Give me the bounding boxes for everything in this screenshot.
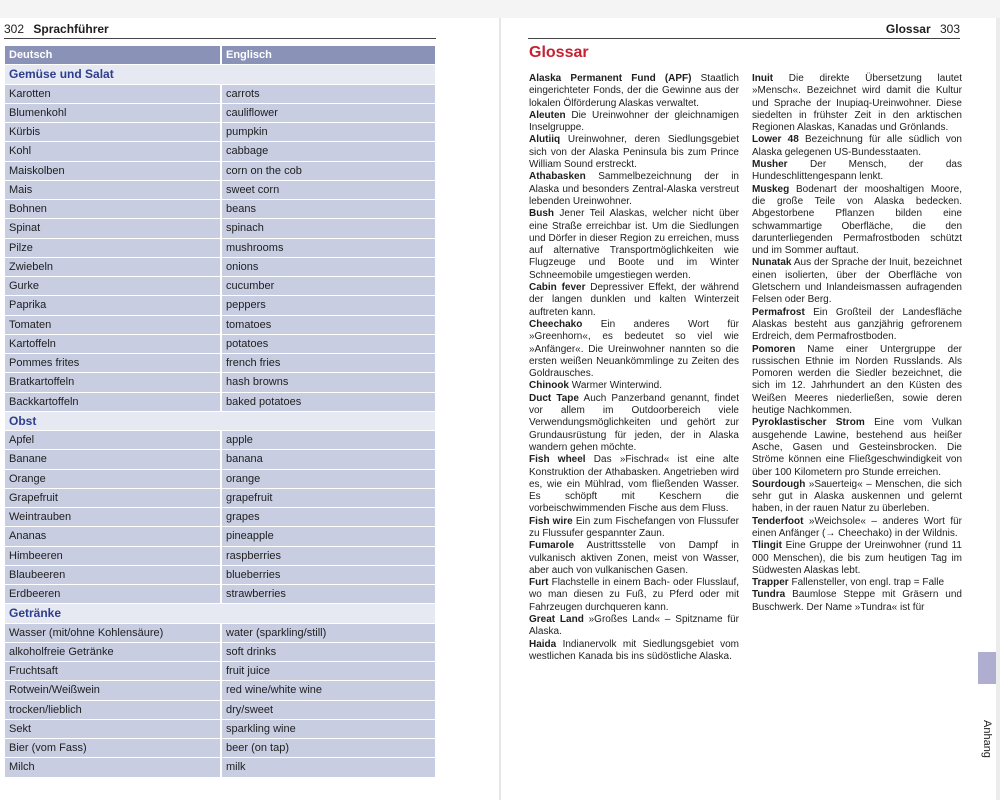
chapter-side-label (974, 720, 996, 780)
glossary-term: Haida (529, 638, 557, 650)
glossary-entry (752, 577, 962, 589)
glossary-term: Fumarole (529, 540, 575, 552)
column-header-deutsch: Deutsch (9, 49, 53, 61)
left-header-rule (4, 38, 436, 39)
table-row (5, 739, 435, 758)
glossary-term: Nunatak (752, 257, 792, 269)
german-term: Bratkartoffeln (9, 376, 75, 389)
english-term: onions (220, 258, 435, 276)
english-term: hash browns (220, 373, 435, 391)
german-term: Weintrauben (9, 511, 72, 523)
glossary-entry (529, 577, 739, 614)
glossary-definition: Bodenart der mooshaltigen Moore, die große Teile von Alaska bedecken. Abgestorbene Pflanzen bilden eine schwammartige Oberfläche, die den darunterliegenden Permafrostboden schützt und im Sommer auftaut. (752, 183, 962, 257)
glossary-definition: Flachstelle in einem Bach- oder Flusslauf, wo man diesen zu Fuß, zu Pferd oder mit Fahrzeugen durchqueren kann. (529, 577, 739, 613)
glossary-entry (529, 639, 739, 664)
english-term: baked potatoes (220, 393, 435, 411)
table-row (5, 239, 435, 258)
german-term: Rotwein/Weißwein (9, 684, 100, 697)
table-row (5, 393, 435, 412)
chapter-side-label-text: Anhang (981, 720, 993, 758)
glossary-definition: Die Ureinwohner der gleichnamigen Inselgruppe. (529, 109, 739, 134)
glossary-term: Tundra (752, 589, 786, 601)
english-term: carrots (220, 85, 435, 103)
german-term: Orange (9, 472, 46, 485)
english-term: soft drinks (220, 643, 435, 661)
table-row (5, 354, 435, 373)
german-term: Kohl (9, 145, 32, 158)
english-term: potatoes (220, 335, 435, 353)
glossary-entry (529, 540, 739, 577)
table-row (5, 508, 435, 527)
table-row (5, 85, 435, 104)
german-term: Backkartoffeln (9, 395, 79, 408)
left-page-header (4, 21, 436, 37)
glossary-term: Great Land (529, 614, 584, 626)
english-term: banana (220, 450, 435, 468)
table-row (5, 527, 435, 546)
glossary-term: Permafrost (752, 306, 805, 318)
table-row (5, 701, 435, 720)
english-term: water (sparkling/still) (220, 624, 435, 642)
english-term: peppers (220, 296, 435, 314)
german-term: Mais (9, 183, 33, 196)
german-term: Grapefruit (9, 491, 58, 504)
glossary-entry (752, 307, 962, 344)
left-running-title: Sprachführer (33, 22, 109, 36)
glossary-term: Fish wire (529, 515, 573, 527)
german-term: Fruchtsaft (9, 665, 58, 677)
glossary-column-2 (752, 73, 962, 614)
table-row (5, 181, 435, 200)
glossary-entry (529, 454, 739, 515)
glossary-entry (752, 344, 962, 418)
left-page-number: 302 (4, 22, 25, 36)
english-term: milk (220, 758, 435, 776)
english-term: red wine/white wine (220, 681, 435, 699)
glossary-term: Inuit (752, 73, 774, 84)
german-term: Ananas (9, 530, 47, 543)
section-heading-label: Obst (9, 413, 37, 428)
glossary-entry (529, 134, 739, 171)
english-term: blueberries (220, 566, 435, 584)
glossary-entry (752, 540, 962, 577)
glossary-term: Aleuten (529, 109, 566, 121)
german-term: Paprika (9, 299, 47, 312)
german-term: Sekt (9, 722, 32, 735)
glossary-definition: Ein zum Fischefangen von Flussufer zu Flussufer gespannter Zaun. (529, 515, 739, 539)
glossary-definition: Eine vom Vulkan ausgehende Lawine, bestehend aus heißer Asche, Gasen und Gesteinsbrocken. Die Ströme können eine Fließgeschwindigkeit von über 100 Kilometern pro Stunde erreichen. (752, 417, 962, 478)
table-row (5, 566, 435, 585)
glossary-definition: Jener Teil Alaskas, welcher nicht über eine Straße erreichbar ist. Um die Siedlungen und Dörfer in dieser Region zu erreichen, muss auf alternative Transportmöglichkeiten wie Flugzeuge und Boote und im Winter Schneemobile umgestiegen werden. (529, 208, 739, 281)
table-row (5, 643, 435, 662)
glossary-entry (529, 516, 739, 541)
table-row (5, 585, 435, 604)
english-term: strawberries (220, 585, 435, 603)
german-term: Tomaten (9, 318, 52, 331)
table-row (5, 277, 435, 296)
glossary-column-1 (529, 73, 739, 663)
glossary-entry (529, 110, 739, 135)
table-row (5, 200, 435, 219)
glossary-term: Sourdough (752, 478, 806, 490)
glossary-definition: Depressiver Effekt, der während der langen dunklen und kalten Winterzeit auftreten kann. (529, 282, 739, 318)
glossary-entry (752, 73, 962, 134)
english-term: raspberries (220, 547, 435, 565)
table-row (5, 450, 435, 469)
glossary-term: Pyroklastischer Strom (752, 417, 865, 429)
german-term: Pilze (9, 241, 33, 254)
glossary-term: Muskeg (752, 183, 790, 195)
glossary-term: Chinook (529, 380, 569, 392)
english-term: dry/sweet (220, 701, 435, 719)
german-term: Gurke (9, 280, 39, 292)
column-header-englisch: Englisch (220, 46, 435, 64)
german-term: Zwiebeln (9, 260, 54, 273)
table-row (5, 720, 435, 739)
table-row (5, 104, 435, 123)
english-term: beans (220, 200, 435, 218)
glossary-term: Pomoren (752, 343, 796, 355)
german-term: Pommes frites (9, 357, 80, 369)
glossary-term: Lower 48 (752, 134, 799, 146)
glossary-entry (529, 282, 739, 319)
german-term: Blaubeeren (9, 568, 66, 581)
table-row (5, 373, 435, 392)
glossary-definition: Das »Fischrad« ist eine alte Konstruktion der Athabasken. Angetrieben wird es, wie ein Mühlrad, vom fließenden Wasser. Es schöpft mit Keschern die vorbeischwimmenden Fische aus dem Fluss. (529, 454, 740, 515)
glossary-definition: Ein anderes Wort für »Greenhorn«, es bedeutet so viel wie »Anfänger«. Die Ureinwohner nannten so die ersten weißen Neuankömmlinge zu Zeiten des Goldrausches. (529, 318, 739, 380)
glossary-term: Alaska Permanent Fund (APF) (529, 73, 692, 84)
german-term: alkoholfreie Getränke (9, 645, 114, 658)
table-row (5, 624, 435, 643)
german-term: Blumenkohl (9, 106, 67, 119)
right-running-title: Glossar (885, 22, 931, 36)
glossary-definition: Eine Gruppe der Ureinwohner (rund 11 000 Menschen), die bis zum heutigen Tag im Südwesten Alaskas lebt. (752, 540, 962, 576)
table-row (5, 296, 435, 315)
table-row (5, 219, 435, 238)
table-row (5, 431, 435, 450)
section-heading (5, 604, 435, 623)
glossary-entry (529, 73, 739, 110)
glossary-heading: Glossar (529, 44, 589, 61)
section-heading (5, 412, 435, 431)
english-term: corn on the cob (220, 162, 435, 180)
english-term: sparkling wine (220, 720, 435, 738)
german-term: Spinat (9, 222, 41, 235)
english-term: pumpkin (220, 123, 435, 141)
glossary-definition: »Großes Land« – Spitzname für Alaska. (529, 614, 739, 638)
table-row (5, 470, 435, 489)
phrase-table (5, 46, 435, 778)
top-margin (0, 0, 1000, 18)
right-page-header (528, 21, 960, 37)
english-term: sweet corn (220, 181, 435, 199)
glossary-definition: Ein Großteil der Landesfläche Alaskas besteht aus ganzjährig gefrorenem Erdreich, dem Permafrostboden. (752, 306, 962, 343)
table-row (5, 162, 435, 181)
section-heading-label: Gemüse und Salat (9, 67, 114, 82)
glossary-definition: Ureinwohner, deren Siedlungsgebiet sich von der Alaska Peninsula bis zum Prince William Sound erstreckt. (529, 134, 739, 171)
english-term: french fries (220, 354, 435, 372)
glossary-entry (752, 589, 962, 614)
english-term: grapefruit (220, 489, 435, 507)
glossary-definition: »Sauerteig« – Menschen, die sich sehr gut in Alaska auskennen und gelernt haben, in der rauen Natur zu überleben. (752, 478, 962, 515)
table-row (5, 316, 435, 335)
glossary-entry (529, 319, 739, 380)
glossary-term: Trapper (752, 577, 789, 589)
table-row (5, 489, 435, 508)
glossary-definition: Aus der Sprache der Inuit, bezeichnet einen isolierten, über der Oberfläche von Gletschern und Inlandeismassen aufragenden Felsen oder Berg. (752, 257, 962, 306)
glossary-term: Fish wheel (529, 454, 586, 466)
german-term: Kürbis (9, 126, 41, 138)
table-row (5, 123, 435, 142)
section-heading (5, 65, 435, 84)
glossary-definition: Auch Panzerband genannt, findet vor allem im Outdoorbereich viele Verwendungsmöglichkeiten und gehört zur Grundausrüstung für jeden, der in Alaska wandern gehen möchte. (529, 392, 739, 453)
english-term: tomatoes (220, 316, 435, 334)
english-term: orange (220, 470, 435, 488)
table-row (5, 142, 435, 161)
english-term: spinach (220, 219, 435, 237)
glossary-definition: Warmer Winterwind. (569, 380, 662, 392)
glossary-definition: Die direkte Übersetzung lautet »Mensch«. Bezeichnet wird damit die Kultur und Sprache der Inupiaq-Ureinwohner. Diese siedelten in frühster Zeit in den arktischen Regionen Alaskas, Kanadas und Grönlands. (752, 73, 962, 134)
glossary-entry (529, 393, 739, 454)
german-term: Milch (9, 761, 35, 774)
english-term: cucumber (220, 277, 435, 295)
glossary-entry (529, 208, 739, 282)
glossary-definition: Fallensteller, von engl. trap = Falle (788, 577, 945, 589)
glossary-entry (752, 479, 962, 516)
german-term: Apfel (9, 434, 35, 446)
glossary-entry (529, 614, 739, 639)
german-term: Bier (vom Fass) (9, 742, 87, 754)
section-heading-label: Getränke (9, 606, 62, 621)
glossary-entry (752, 184, 962, 258)
english-term: mushrooms (220, 239, 435, 257)
glossary-definition: »Weichsole« – anderes Wort für einen Anfänger (→ Cheechako) in der Wildnis. (752, 515, 962, 539)
german-term: Erdbeeren (9, 588, 61, 600)
glossary-definition: Staatlich eingerichteter Fonds, der die Gewinne aus der lokalen Ölförderung Alaskas verwaltet. (529, 73, 739, 109)
german-term: Wasser (mit/ohne Kohlensäure) (9, 626, 164, 639)
german-term: trocken/lieblich (9, 703, 82, 716)
german-term: Himbeeren (9, 549, 63, 562)
glossary-definition: Der Mensch, der das Hundeschlittengespann lenkt. (752, 159, 962, 183)
glossary-definition: Name einer Untergruppe der russischen Ethnie im Norden Russlands. Als Pomoren werden die Siedler bezeichnet, die sich im 12. Jahrhundert an den Küsten des Weißen Meeres niederließen, sowie deren heutige Nachkommen. (752, 343, 962, 417)
glossary-entry (529, 171, 739, 208)
glossary-entry (752, 159, 962, 184)
english-term: apple (220, 431, 435, 449)
english-term: cauliflower (220, 104, 435, 122)
glossary-definition: Sammelbezeichnung der in Alaska und besonders Zentral-Alaska verstreut lebenden Ureinwohner. (529, 171, 739, 207)
english-term: fruit juice (220, 662, 435, 680)
glossary-term: Musher (752, 159, 788, 171)
glossary-term: Furt (529, 577, 549, 589)
glossary-definition: Baumlose Steppe mit Gräsern und Buschwerk. Der Name »Tundra« ist für (752, 589, 962, 613)
german-term: Bohnen (9, 203, 47, 215)
glossary-definition: Austrittsstelle von Dampf in vulkanisch aktiven Zonen, meist von Wasser, aber auch von vulkanischen Gasen. (529, 540, 739, 576)
glossary-entry (529, 380, 739, 392)
german-term: Kartoffeln (9, 337, 56, 350)
book-spine (499, 18, 501, 800)
glossary-term: Duct Tape (529, 392, 579, 404)
glossary-term: Bush (529, 208, 554, 220)
table-row (5, 258, 435, 277)
table-row (5, 758, 435, 777)
glossary-term: Cheechako (529, 318, 583, 330)
glossary-entry (752, 516, 962, 541)
table-header-row (5, 46, 435, 65)
english-term: grapes (220, 508, 435, 526)
table-row (5, 662, 435, 681)
glossary-term: Alutiiq (529, 134, 561, 146)
english-term: cabbage (220, 142, 435, 160)
table-row (5, 335, 435, 354)
glossary-entry (752, 134, 962, 159)
english-term: beer (on tap) (220, 739, 435, 757)
table-row (5, 681, 435, 700)
glossary-term: Athabasken (529, 171, 586, 183)
glossary-definition: Indianervolk mit Siedlungsgebiet vom westlichen Kanada bis ins südöstliche Alaska. (529, 638, 739, 662)
table-row (5, 547, 435, 566)
glossary-term: Tenderfoot (752, 515, 804, 527)
glossary-term: Tlingit (752, 540, 782, 552)
glossary-entry (752, 417, 962, 478)
right-header-rule (528, 38, 960, 39)
german-term: Banane (9, 453, 47, 466)
glossary-term: Cabin fever (529, 282, 586, 294)
german-term: Karotten (9, 87, 51, 100)
glossary-entry (752, 257, 962, 306)
right-page-number: 303 (939, 22, 960, 36)
german-term: Maiskolben (9, 164, 65, 177)
page-edge (996, 18, 1000, 800)
glossary-definition: Bezeichnung für alle südlich von Alaska gelegenen US-Bundesstaaten. (752, 134, 962, 158)
english-term: pineapple (220, 527, 435, 545)
